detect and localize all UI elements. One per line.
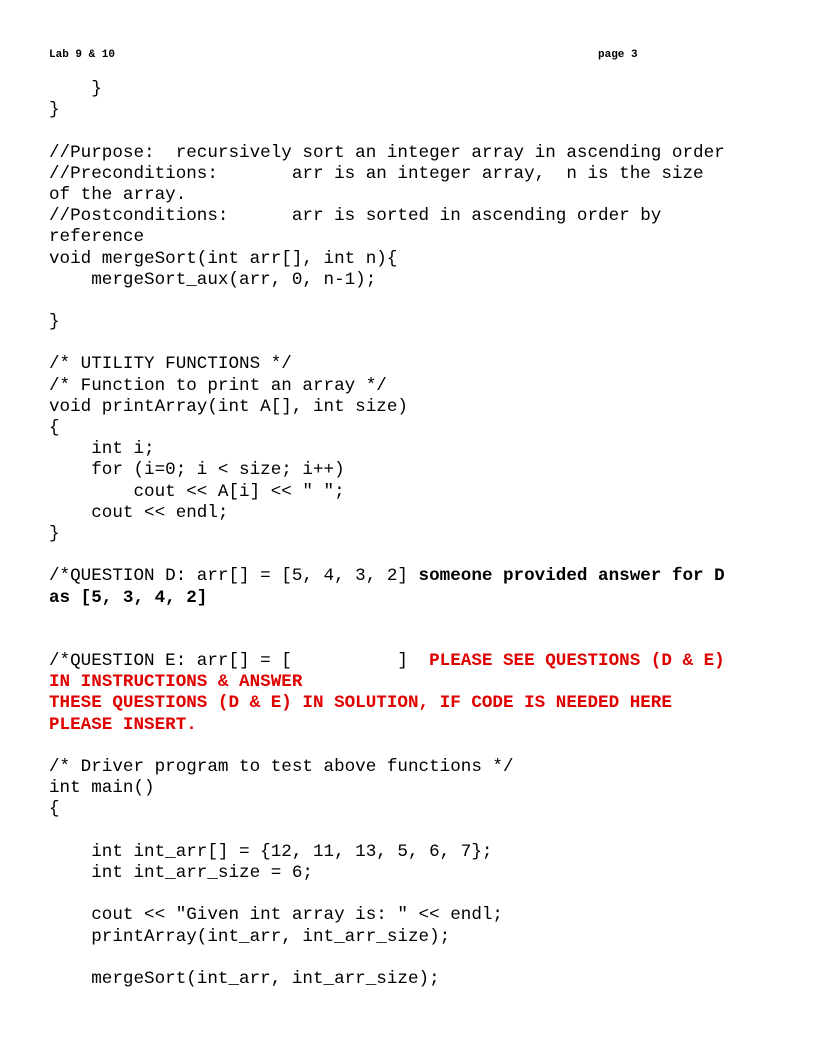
code-line: { (49, 418, 60, 438)
code-line: } (49, 312, 60, 333)
code-line: mergeSort_aux(arr, 0, n-1); (49, 269, 377, 290)
code-line: } (49, 79, 102, 99)
postconditions-comment-cont: reference (49, 227, 145, 248)
main-signature: int main() (49, 778, 155, 799)
code-line: { (49, 799, 60, 820)
code-line (49, 948, 779, 969)
mergesort-signature: void mergeSort(int arr[], int n){ (49, 248, 398, 269)
code-line: } (49, 523, 60, 544)
header-left: Lab 9 & 10 (49, 49, 116, 61)
question-d-text: /*QUESTION D: arr[] = [5, 4, 3, 2] (49, 566, 419, 587)
question-e-instruction: PLEASE SEE QUESTIONS (D & E) (429, 651, 725, 672)
code-line: cout << A[i] << " "; (49, 481, 345, 502)
code-line (49, 545, 779, 566)
question-e-instruction-cont: IN INSTRUCTIONS & ANSWER (49, 672, 303, 693)
question-d-line (49, 566, 779, 587)
preconditions-comment: //Preconditions: arr is an integer array, n is the size (49, 163, 704, 184)
code-line (49, 609, 779, 630)
purpose-comment: //Purpose: recursively sort an integer array in ascending order (49, 142, 725, 163)
question-d-answer-note: someone provided answer for D (418, 566, 725, 587)
code-line: cout << endl; (49, 502, 229, 523)
postconditions-comment: //Postconditions: arr is sorted in ascending order by (49, 206, 662, 227)
code-line (49, 333, 779, 354)
preconditions-comment-cont: of the array. (49, 184, 187, 205)
code-line (49, 291, 779, 312)
code-line: int i; (49, 439, 155, 460)
code-line: } (49, 100, 60, 121)
code-line (49, 821, 779, 842)
code-line: printArray(int_arr, int_arr_size); (49, 926, 451, 947)
code-line: for (i=0; i < size; i++) (49, 460, 345, 481)
code-line: mergeSort(int_arr, int_arr_size); (49, 968, 440, 989)
code-line: cout << "Given int array is: " << endl; (49, 905, 503, 926)
code-line (49, 884, 779, 905)
utility-functions-comment: /* UTILITY FUNCTIONS */ (49, 354, 292, 375)
header-page-number: page 3 (598, 49, 638, 61)
code-line: int int_arr[] = {12, 11, 13, 5, 6, 7}; (49, 841, 493, 862)
code-line (49, 121, 779, 142)
code-listing (49, 79, 779, 990)
question-d-answer-cont: as [5, 3, 4, 2] (49, 587, 208, 608)
driver-comment: /* Driver program to test above functions */ (49, 757, 514, 777)
question-e-instruction-cont: PLEASE INSERT. (49, 714, 197, 735)
question-e-instruction-cont: THESE QUESTIONS (D & E) IN SOLUTION, IF CODE IS NEEDED HERE (49, 693, 672, 714)
code-line: int int_arr_size = 6; (49, 862, 313, 883)
question-e-line (49, 651, 779, 672)
code-line (49, 736, 779, 757)
code-line (49, 630, 779, 651)
print-array-comment: /* Function to print an array */ (49, 375, 387, 396)
question-e-text: /*QUESTION E: arr[] = [ ] (49, 651, 430, 672)
print-array-signature: void printArray(int A[], int size) (49, 396, 408, 417)
